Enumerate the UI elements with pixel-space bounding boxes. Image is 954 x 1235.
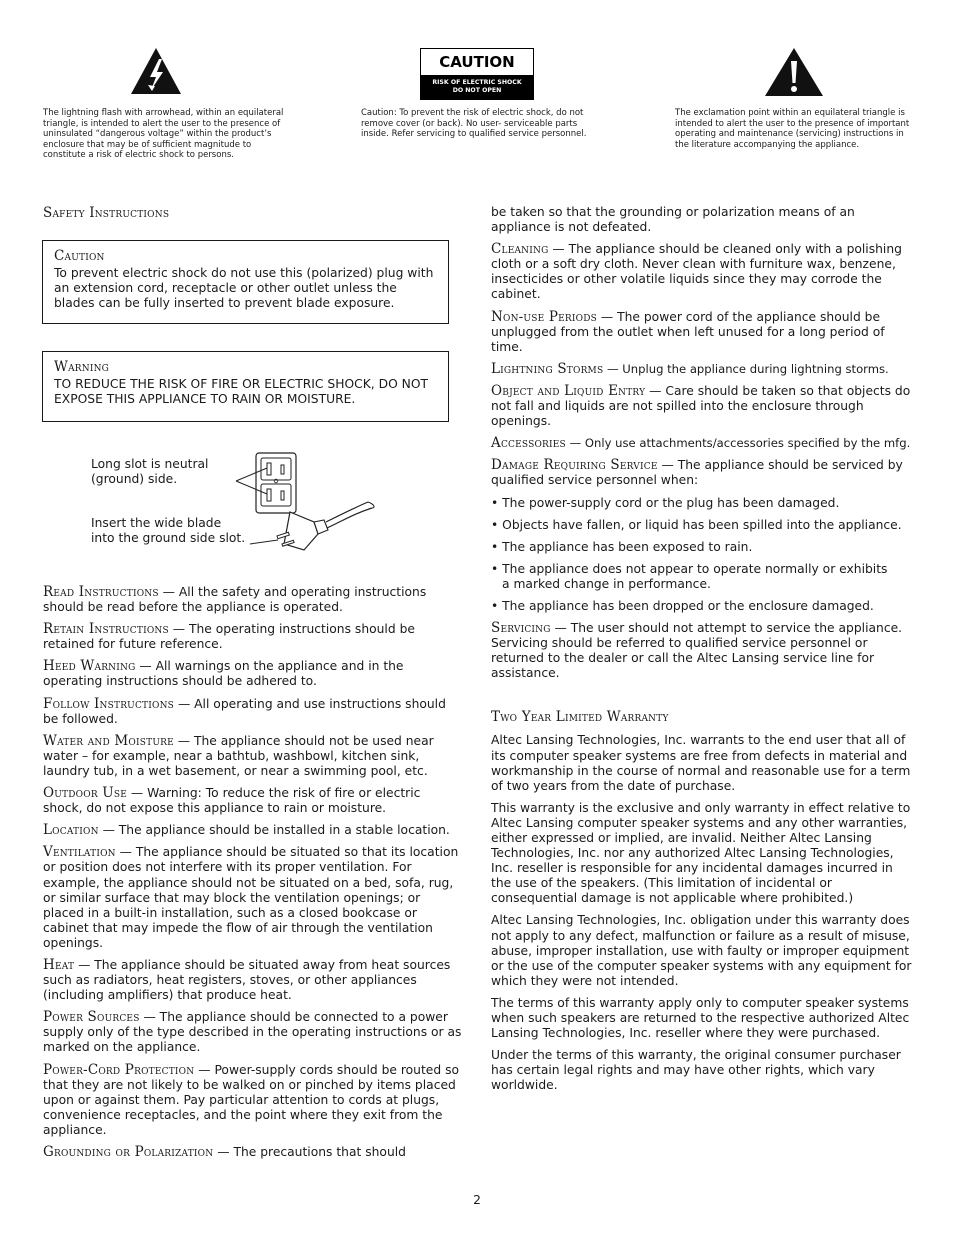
safety-heading: Safety Instructions: [43, 205, 170, 221]
exclamation-caption: The exclamation point within an equilateral triangle is intended to alert the user to the presence of important operating and maintenance (servicing) instructions in the literature accompanying the appliance.: [675, 108, 910, 150]
lightning-warning-icon: [130, 47, 182, 95]
instruction-item: Accessories — Only use attachments/accessories specified by the mfg.: [491, 435, 911, 452]
warranty-heading: Two Year Limited Warranty: [491, 709, 669, 726]
right-column: [491, 205, 913, 1101]
instruction-item: Lightning Storms — Unplug the appliance during lightning storms.: [491, 360, 889, 377]
warranty-paragraph: This warranty is the exclusive and only warranty in effect relative to Altec Lansing computer speaker systems and any other warranties, either expressed or implied, are invalid. Neither Altec Lansing Technologies, Inc. nor any authorized Altec Lansing Technologies, Inc. reseller is responsible for any incidental damages incurred in the use of the speakers. (This limitation of incidental or consequential damage is not applicable where prohibited.): [491, 800, 911, 906]
damage-bullet: • The appliance does not appear to operate normally or exhibits: [491, 561, 888, 576]
instruction-item: Heed Warning — All warnings on the appliance and in the operating instructions should be adhered to.: [43, 658, 404, 689]
instruction-item: Cleaning — The appliance should be cleaned only with a polishing cloth or a soft dry cloth. Never clean with furniture wax, benzene, insecticides or other volatile liquids since they may corrode the cabinet.: [491, 241, 902, 302]
instruction-item: Location — The appliance should be installed in a stable location.: [43, 822, 450, 839]
instruction-item: Non-use Periods — The power cord of the appliance should be unplugged from the outlet when left unused for a long period of time.: [491, 308, 885, 354]
caution-caption: Caution: To prevent the risk of electric shock, do not remove cover (or back). No user- serviceable parts inside. Refer servicing to qualified service personnel.: [361, 108, 587, 140]
warranty-paragraph: Under the terms of this warranty, the original consumer purchaser has certain legal rights and may have other rights, which vary worldwide.: [491, 1048, 901, 1093]
warning-box: [42, 351, 449, 422]
instruction-item: Read Instructions — All the safety and operating instructions should be read before the appliance is operated.: [43, 584, 427, 615]
instruction-item: Follow Instructions — All operating and use instructions should be followed.: [43, 695, 446, 726]
instruction-item: Water and Moisture — The appliance should not be used near water – for example, near a bathtub, washbowl, kitchen sink, laundry tub, in a wet basement, or near a swimming pool, etc.: [43, 732, 434, 778]
instruction-item: Retain Instructions — The operating instructions should be retained for future reference.: [43, 621, 415, 652]
instruction-item: Grounding or Polarization — The precautions that should: [43, 1144, 406, 1160]
warranty-paragraph: Altec Lansing Technologies, Inc. obligation under this warranty does not apply to any defect, malfunction or failure as a result of misuse, abuse, improper installation, use with faulty or improper equipment or the use of the computer speaker systems with any equipment for which they were not intended.: [491, 913, 912, 988]
caution-label: [420, 48, 534, 100]
instructions-list: [43, 585, 463, 1167]
caution-label-title: CAUTION: [439, 53, 515, 71]
damage-bullet: • The appliance has been exposed to rain.: [491, 539, 753, 554]
instruction-item: Outdoor Use — Warning: To reduce the risk of fire or electric shock, do not expose this appliance to rain or moisture.: [43, 785, 421, 816]
lightning-caption: The lightning flash with arrowhead, within an equilateral triangle, is intended to alert the user to the presence of uninsulated “dangerous voltage” within the product’s enclosure that may be of sufficient magnitude to constitute a risk of electric shock to persons.: [43, 108, 284, 161]
polarized-plug-icon: [232, 450, 377, 558]
instruction-item: Heat — The appliance should be situated away from heat sources such as radiators, heat registers, stoves, or other appliances (including amplifiers) that produce heat.: [43, 956, 451, 1003]
instruction-item: Power-Cord Protection — Power-supply cords should be routed so that they are not likely to be walked on or pinched by items placed upon or against them. Pay particular attention to cords at plugs, convenience receptacles, and the point where they exit from the appliance.: [43, 1061, 459, 1137]
instruction-item: Object and Liquid Entry — Care should be taken so that objects do not fall and liquids are not spilled into the enclosure through openings.: [491, 382, 911, 429]
instruction-item: Servicing — The user should not attempt to service the appliance. Servicing should be referred to qualified service personnel or returned to the dealer or call the Altec Lansing service line for assistance.: [491, 620, 903, 681]
warning-box-text: TO REDUCE THE RISK OF FIRE OR ELECTRIC SHOCK, DO NOT EXPOSE THIS APPLIANCE TO RAIN OR MOISTURE.: [54, 377, 429, 407]
damage-bullet: • The appliance has been dropped or the enclosure damaged.: [491, 598, 874, 613]
instruction-item: Power Sources — The appliance should be connected to a power supply only of the type described in the operating instructions or as marked on the appliance.: [43, 1009, 462, 1055]
grounding-continuation: be taken so that the grounding or polarization means of an appliance is not defeated.: [491, 205, 855, 235]
damage-bullet: • Objects have fallen, or liquid has been spilled into the appliance.: [491, 517, 902, 532]
caution-label-subtitle: RISK OF ELECTRIC SHOCK DO NOT OPEN: [421, 75, 533, 99]
plug-label-neutral: Long slot is neutral (ground) side.: [91, 457, 209, 487]
damage-bullet-continuation: a marked change in performance.: [502, 576, 711, 591]
page-number: 2: [473, 1193, 481, 1207]
damage-bullet: • The power-supply cord or the plug has been damaged.: [491, 495, 840, 510]
caution-box-title: Caution: [54, 248, 105, 264]
exclamation-warning-icon: [764, 47, 824, 97]
plug-label-blade: Insert the wide blade into the ground side slot.: [91, 516, 246, 546]
warranty-paragraph: The terms of this warranty apply only to computer speaker systems when such speakers are returned to the respective authorized Altec Lansing Technologies, Inc. reseller where they were purchased.: [491, 995, 910, 1041]
instruction-item: Damage Requiring Service — The appliance should be serviced by qualified service personnel when:: [491, 457, 903, 488]
caution-box: [42, 240, 449, 324]
instruction-item: Ventilation — The appliance should be situated so that its location or position does not interfere with its proper ventilation. For example, the appliance should not be situated on a bed, sofa, rug, or similar surface that may block the ventilation openings; or placed in a built-in installation, such as a closed bookcase or cabinet that may impede the flow of air through the ventilation openings.: [43, 844, 459, 950]
warning-box-title: Warning: [54, 359, 110, 375]
caution-box-text: To prevent electric shock do not use this (polarized) plug with an extension cord, receptacle or other outlet unless the blades can be fully inserted to prevent blade exposure.: [54, 266, 434, 311]
warranty-paragraph: Altec Lansing Technologies, Inc. warrants to the end user that all of its computer speaker systems are free from defects in material and workmanship in the course of normal and reasonable use for a term of two years from the date of purchase.: [491, 733, 911, 793]
